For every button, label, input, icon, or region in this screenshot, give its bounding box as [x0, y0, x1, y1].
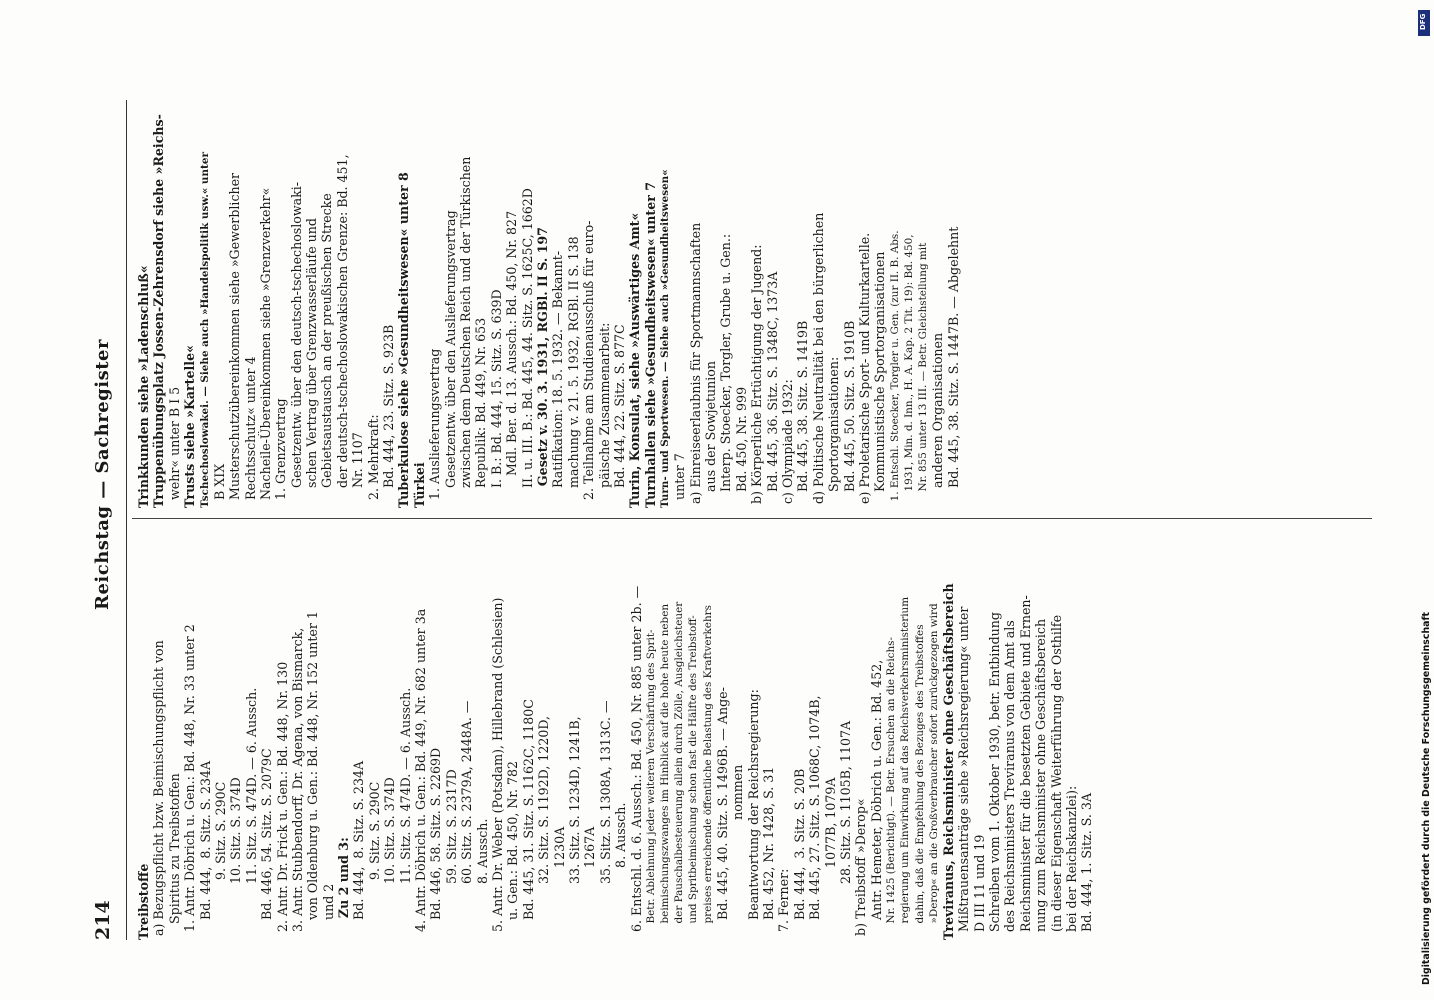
index-line: regierung um Einwirkung auf das Reichsverkehrsministerium [899, 596, 912, 940]
index-line: Nr. 1107 [350, 432, 366, 508]
index-line: Turn- und Sportwesen. — Siehe auch »Gesundheitswesen« [659, 169, 672, 508]
index-line: 1. Entschl. Stoecker, Torgler u. Gen. (zur II. B. Abs. [888, 230, 901, 508]
index-line: Bd. 444, 23. Sitz. S. 923B [381, 324, 397, 508]
index-line: Trusts siehe »Kartelle« [182, 345, 198, 508]
index-line: Rechtsschutz« unter 4 [242, 356, 258, 508]
index-line: aus der Sowjetunion [703, 361, 719, 508]
index-line: nommen [730, 764, 746, 940]
index-line: 3. Antr. Stubbendorff, Dr. Agena, von Bismarck, [289, 627, 305, 940]
funding-note [1418, 10, 1434, 995]
index-line: zwischen dem Deutschen Reich und der Türkischen [458, 156, 473, 508]
index-line: Gebietsaustausch an der preußischen Strecke [319, 193, 335, 508]
running-title: Reichstag — Sachregister [92, 339, 113, 610]
index-line: B XIX [211, 463, 227, 508]
index-line: e) Proletarische Sport- und Kulturkartelle. [856, 232, 872, 508]
index-line: Bd. 452, Nr. 1428, S. 31 [761, 766, 776, 940]
index-line: Interp. Stoecker, Torgler, Grube u. Gen.: [718, 233, 734, 508]
index-line: d) Politische Neutralität bei den bürgerlichen [810, 212, 826, 508]
index-line: päische Zusammenarbeit: [596, 322, 612, 508]
index-line: Sportorganisationen: [826, 356, 842, 508]
index-line: preises erreichende öffentliche Belastung des Kraftverkehrs [701, 605, 714, 940]
index-line: b) Treibstoff »Derop« [853, 798, 869, 940]
index-line: 10. Sitz. S. 374D [382, 777, 398, 940]
index-line: Mdl. Ber. d. 13. Aussch.: Bd. 450, Nr. 827 [504, 210, 520, 508]
index-line: 1077B, 1079A [822, 777, 838, 940]
index-line: Bd. 444, 3. Sitz. S. 20B [791, 768, 807, 940]
index-line: Treibstoffe [136, 863, 151, 940]
index-line: »Derop« an die Großverbraucher sofort zurückgezogen wird [927, 603, 940, 940]
index-line: u. Gen.: Bd. 450, Nr. 782 [505, 760, 521, 940]
index-line: Tschechoslowakei. — Siehe auch »Handelspolitik usw.« unter [198, 152, 211, 508]
index-line: Bd. 445, 36. Sitz. S. 1348C, 1373A [764, 271, 780, 508]
funding-note-text: Digitalisierung gefördert durch die Deutsche Forschungsgemeinschaft [1421, 611, 1432, 985]
index-line: 1230A [551, 826, 567, 940]
index-line: Bd. 450, Nr. 999 [733, 386, 749, 508]
index-line: 7. Ferner: [776, 868, 792, 940]
index-line: Mißtrauensanträge siehe »Reichsregierung« unter [956, 606, 972, 940]
index-line: Spiritus zu Treibstoffen [166, 773, 182, 940]
index-line: Treviranus, Reichsminister ohne Geschäftsbereich [940, 583, 956, 940]
index-line: Ratifikation: 18. 5. 1932. — Bekannt- [550, 250, 566, 508]
dfg-logo-text: DFG [1419, 13, 1427, 30]
index-line: 9. Sitz. S. 290C [212, 781, 228, 940]
index-line: 1267A [582, 826, 598, 940]
index-line: Beantwortung der Reichsregierung: [745, 689, 761, 940]
index-line: 4. Antr. Döbrich u. Gen.: Bd. 449, Nr. 682 unter 3a [413, 608, 429, 940]
index-line: Bd. 445, 50. Sitz. S. 1910B [841, 320, 857, 508]
index-line: 10. Sitz. S. 374D [228, 777, 244, 940]
index-line: Bd. 445, 27. Sitz. S. 1068C, 1074B, [807, 695, 823, 940]
index-line: Tuberkulose siehe »Gesundheitswesen« unter 8 [396, 172, 412, 508]
index-line: (in dieser Eigenschaft Weiterführung der Osthilfe [1048, 614, 1064, 940]
left-column [136, 528, 1372, 940]
index-line: Bd. 445, 38. Sitz. S. 1447B. — Abgelehnt [945, 226, 961, 508]
index-line: I. B.: Bd. 444, 15. Sitz. S. 639D [488, 289, 504, 508]
index-line: 8. Aussch. [613, 802, 629, 940]
index-line: Turin, Konsulat, siehe »Auswärtiges Amt« [627, 212, 643, 508]
index-line: D III 11 und 19 [971, 834, 987, 940]
index-line: anderen Organisationen [930, 332, 946, 508]
index-line: Reichsminister für die besetzten Gebiete und Ernen- [1017, 595, 1033, 940]
index-line: 1931, Min. d. Inn., H. A. Kap. 2 Tit. 19): Bd. 450, [902, 234, 915, 508]
index-line: 11. Sitz. S. 474D. — 6. Aussch. [243, 687, 259, 940]
index-line: bei der Reichskanzlei): [1064, 785, 1079, 940]
index-line: nung zum Reichsminister ohne Geschäftsbereich [1033, 618, 1049, 940]
index-line: Gesetzentw. über den deutsch-tschechoslowaki- [288, 181, 304, 508]
index-line: der Pauschalbesteuerung allein durch Zölle, Ausgleichsteuer [673, 601, 686, 940]
index-line: dahin, daß die Empfehlung des Bezuges des Treibstoffes [913, 624, 926, 940]
index-line: 33. Sitz. S. 1234D, 1241B, [566, 716, 582, 940]
index-line: 1. Auslieferungsvertrag [427, 348, 443, 508]
index-line: II. u. III. B.: Bd. 445, 44. Sitz. S. 1625C, 1662D [519, 188, 535, 508]
index-line: 5. Antr. Dr. Weber (Potsdam), Hillebrand (Schlesien) [489, 597, 505, 940]
index-line: Antr. Hemeter, Döbrich u. Gen.: Bd. 452, [868, 659, 884, 940]
index-line: der deutsch-tschechoslowakischen Grenze: Bd. 451, [334, 154, 350, 508]
index-line: schen Vertrag über Grenzwasserläufe und [304, 218, 320, 508]
index-line: Kommunistische Sportorganisationen [872, 251, 888, 508]
index-line: 28. Sitz. S. 1105B, 1107A [837, 720, 853, 940]
index-line: 2. Mehrkraft: [365, 414, 381, 508]
index-line: Bd. 445, 40. Sitz. S. 1496B. — Ange- [714, 687, 730, 940]
index-line: Bd. 444, 22. Sitz. S. 877C [611, 324, 627, 508]
page-number: 214 [92, 900, 114, 940]
index-line: 35. Sitz. S. 1308A, 1313C. — [597, 700, 613, 940]
index-line: b) Körperliche Ertüchtigung der Jugend: [749, 244, 765, 508]
index-line: Bd. 444, 8. Sitz. S. 234A [351, 760, 367, 940]
index-line: 32. Sitz. S. 1192D, 1220D, [536, 715, 552, 940]
index-line: Betr. Ablehnung jeder weiteren Verschärfung des Sprit- [644, 629, 657, 940]
index-line: Bd. 444, 8. Sitz. S. 234A [197, 760, 213, 940]
index-line: 2. Teilnahme am Studienausschuß für euro- [581, 220, 597, 508]
index-line: Truppenübungsplatz Jossen-Zehrensdorf siehe »Reichs- [151, 114, 167, 508]
index-line: 8. Aussch. [474, 818, 490, 940]
index-line: wehr« unter B I 5 [166, 386, 182, 508]
column-divider [132, 518, 1372, 519]
index-line: Musterschutzübereinkommen siehe »Gewerblicher [227, 172, 243, 508]
header-rule [126, 100, 127, 940]
index-line: Schreiben vom 1. Oktober 1930, betr. Entbindung [987, 612, 1003, 940]
index-line: Bd. 446, 54. Sitz. S. 2079C [259, 748, 275, 940]
index-line: a) Einreiseerlaubnis für Sportmannschaften [687, 222, 703, 508]
dfg-logo [1418, 10, 1430, 36]
index-line: Trinkkunden siehe »Ladenschluß« [136, 265, 151, 508]
index-line: c) Olympiade 1932: [780, 379, 795, 508]
index-line: 59. Sitz. S. 2317D [443, 769, 459, 940]
index-line: Turnhallen siehe »Gesundheitswesen« unter 7 [642, 181, 658, 508]
index-line: Nacheile-Übereinkommen siehe »Grenzverkehr« [257, 187, 273, 508]
right-column [136, 96, 1372, 508]
index-line: a) Bezugspflicht bzw. Beimischungspflicht von [151, 640, 167, 940]
index-line: Türkei [411, 462, 427, 508]
index-line: Gesetz v. 30. 3. 1931, RGBl. II S. 197 [534, 227, 550, 508]
index-line: unter 7 [672, 453, 688, 508]
index-line: beimischungszwanges im Hinblick auf die hohe heute neben [659, 603, 672, 940]
index-line: Republik: Bd. 449, Nr. 653 [473, 317, 489, 508]
index-line: und 2 [320, 883, 336, 940]
index-line: 2. Antr. Dr. Frick u. Gen.: Bd. 448, Nr. 130 [274, 661, 290, 940]
index-line: Gesetzentw. über den Auslieferungsvertrag [442, 210, 458, 508]
index-line: des Reichsministers Treviranus von dem Amt als [1002, 620, 1018, 940]
index-line: Bd. 446, 58. Sitz. S. 2269D [428, 747, 444, 940]
running-head [92, 100, 122, 940]
index-line: 60. Sitz. S. 2379A, 2448A. — [459, 700, 475, 940]
index-line: 1. Grenzvertrag [273, 398, 289, 508]
rotated-book-page [92, 100, 1382, 940]
index-line: 6. Entschl. d. 6. Aussch.: Bd. 450, Nr. 885 unter 2b. — [628, 585, 644, 940]
index-line: machung v. 21. 5. 1932, RGBl. II S. 138 [565, 236, 581, 508]
index-line: 11. Sitz. S. 474D. — 6. Aussch. [397, 687, 413, 940]
index-line: Zu 2 und 3: [336, 837, 352, 940]
index-line: 9. Sitz. S. 290C [366, 781, 382, 940]
index-line: 1. Antr. Döbrich u. Gen.: Bd. 448, Nr. 33 unter 2 [182, 624, 198, 940]
index-line: und Spritbeimischung schon fast die Hälfte des Treibstoff- [687, 615, 700, 940]
index-line: Nr. 855 unter 13 III. — Betr. Gleichstellung mit [917, 242, 930, 508]
index-line: Bd. 445, 31. Sitz. S. 1162C, 1180C [520, 699, 536, 940]
index-line: Nr. 1425 (Berichtigt). — Betr. Ersuchen an die Reichs- [885, 637, 898, 940]
index-line: Bd. 444, 1. Sitz. S. 3A [1079, 792, 1095, 940]
index-line: von Oldenburg u. Gen.: Bd. 448, Nr. 152 unter 1 [305, 611, 321, 940]
index-line: Bd. 445, 38. Sitz. S. 1419B [795, 320, 811, 508]
